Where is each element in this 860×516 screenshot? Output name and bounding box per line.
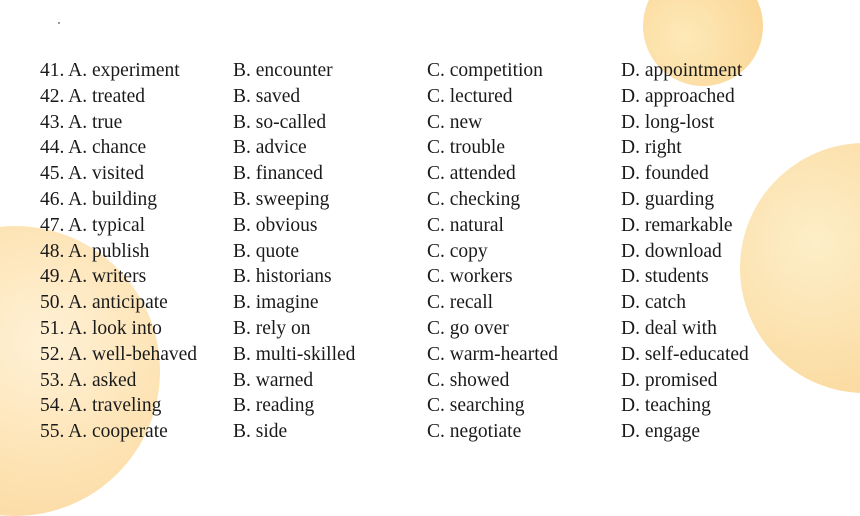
option-d: D. catch — [621, 292, 686, 314]
option-c: C. competition — [427, 60, 543, 81]
option-d: D. engage — [621, 421, 701, 443]
option-b: B. financed — [233, 163, 323, 185]
option-c: C. recall — [427, 292, 494, 314]
option-d: D. download — [621, 240, 722, 262]
option-b: B. warned — [233, 369, 314, 391]
option-a: 41. A. experiment — [40, 60, 180, 81]
option-d: D. promised — [621, 369, 718, 391]
option-c: C. negotiate — [427, 421, 522, 443]
option-a: 46. A. building — [40, 188, 158, 210]
option-c: C. attended — [427, 163, 516, 185]
decorative-dot — [58, 22, 60, 24]
option-c: C. checking — [427, 188, 521, 210]
option-a: 43. A. true — [40, 111, 123, 133]
option-d: D. teaching — [621, 395, 711, 417]
option-b: B. historians — [233, 266, 332, 288]
option-d: D. approached — [621, 85, 735, 107]
option-b: B. reading — [233, 395, 315, 417]
option-a: 55. A. cooperate — [40, 421, 168, 443]
option-c: C. copy — [427, 240, 488, 262]
option-c: C. natural — [427, 214, 504, 236]
option-a: 52. A. well-behaved — [40, 343, 198, 365]
option-a: 53. A. asked — [40, 369, 137, 391]
option-c: C. showed — [427, 369, 510, 391]
option-c: C. lectured — [427, 85, 513, 107]
option-b: B. rely on — [233, 317, 311, 339]
option-d: D. remarkable — [621, 214, 733, 236]
option-b: B. quote — [233, 240, 300, 262]
option-b: B. sweeping — [233, 188, 330, 210]
option-c: C. warm-hearted — [427, 343, 559, 365]
option-b: B. so-called — [233, 111, 327, 133]
option-a: 45. A. visited — [40, 163, 145, 185]
option-d: D. right — [621, 137, 682, 159]
option-a: 54. A. traveling — [40, 395, 162, 417]
option-a: 47. A. typical — [40, 214, 146, 236]
option-a: 48. A. publish — [40, 240, 150, 262]
option-a: 50. A. anticipate — [40, 292, 168, 314]
option-b: B. imagine — [233, 292, 319, 314]
option-d: D. guarding — [621, 188, 715, 210]
option-d: D. deal with — [621, 317, 717, 339]
option-a: 42. A. treated — [40, 85, 146, 107]
option-b: B. encounter — [233, 60, 333, 81]
option-d: D. founded — [621, 163, 709, 185]
answer-options-grid — [40, 58, 781, 445]
option-a: 44. A. chance — [40, 137, 147, 159]
option-d: D. appointment — [621, 60, 743, 81]
option-b: B. multi-skilled — [233, 343, 356, 365]
option-d: D. students — [621, 266, 709, 288]
option-b: B. side — [233, 421, 288, 443]
option-b: B. advice — [233, 137, 307, 159]
option-c: C. searching — [427, 395, 525, 417]
option-b: B. obvious — [233, 214, 318, 236]
option-a: 49. A. writers — [40, 266, 147, 288]
option-c: C. workers — [427, 266, 513, 288]
option-c: C. go over — [427, 317, 509, 339]
option-c: C. trouble — [427, 137, 505, 159]
option-c: C. new — [427, 111, 483, 133]
option-d: D. long-lost — [621, 111, 715, 133]
option-d: D. self-educated — [621, 343, 749, 365]
option-a: 51. A. look into — [40, 317, 162, 339]
option-b: B. saved — [233, 85, 301, 107]
